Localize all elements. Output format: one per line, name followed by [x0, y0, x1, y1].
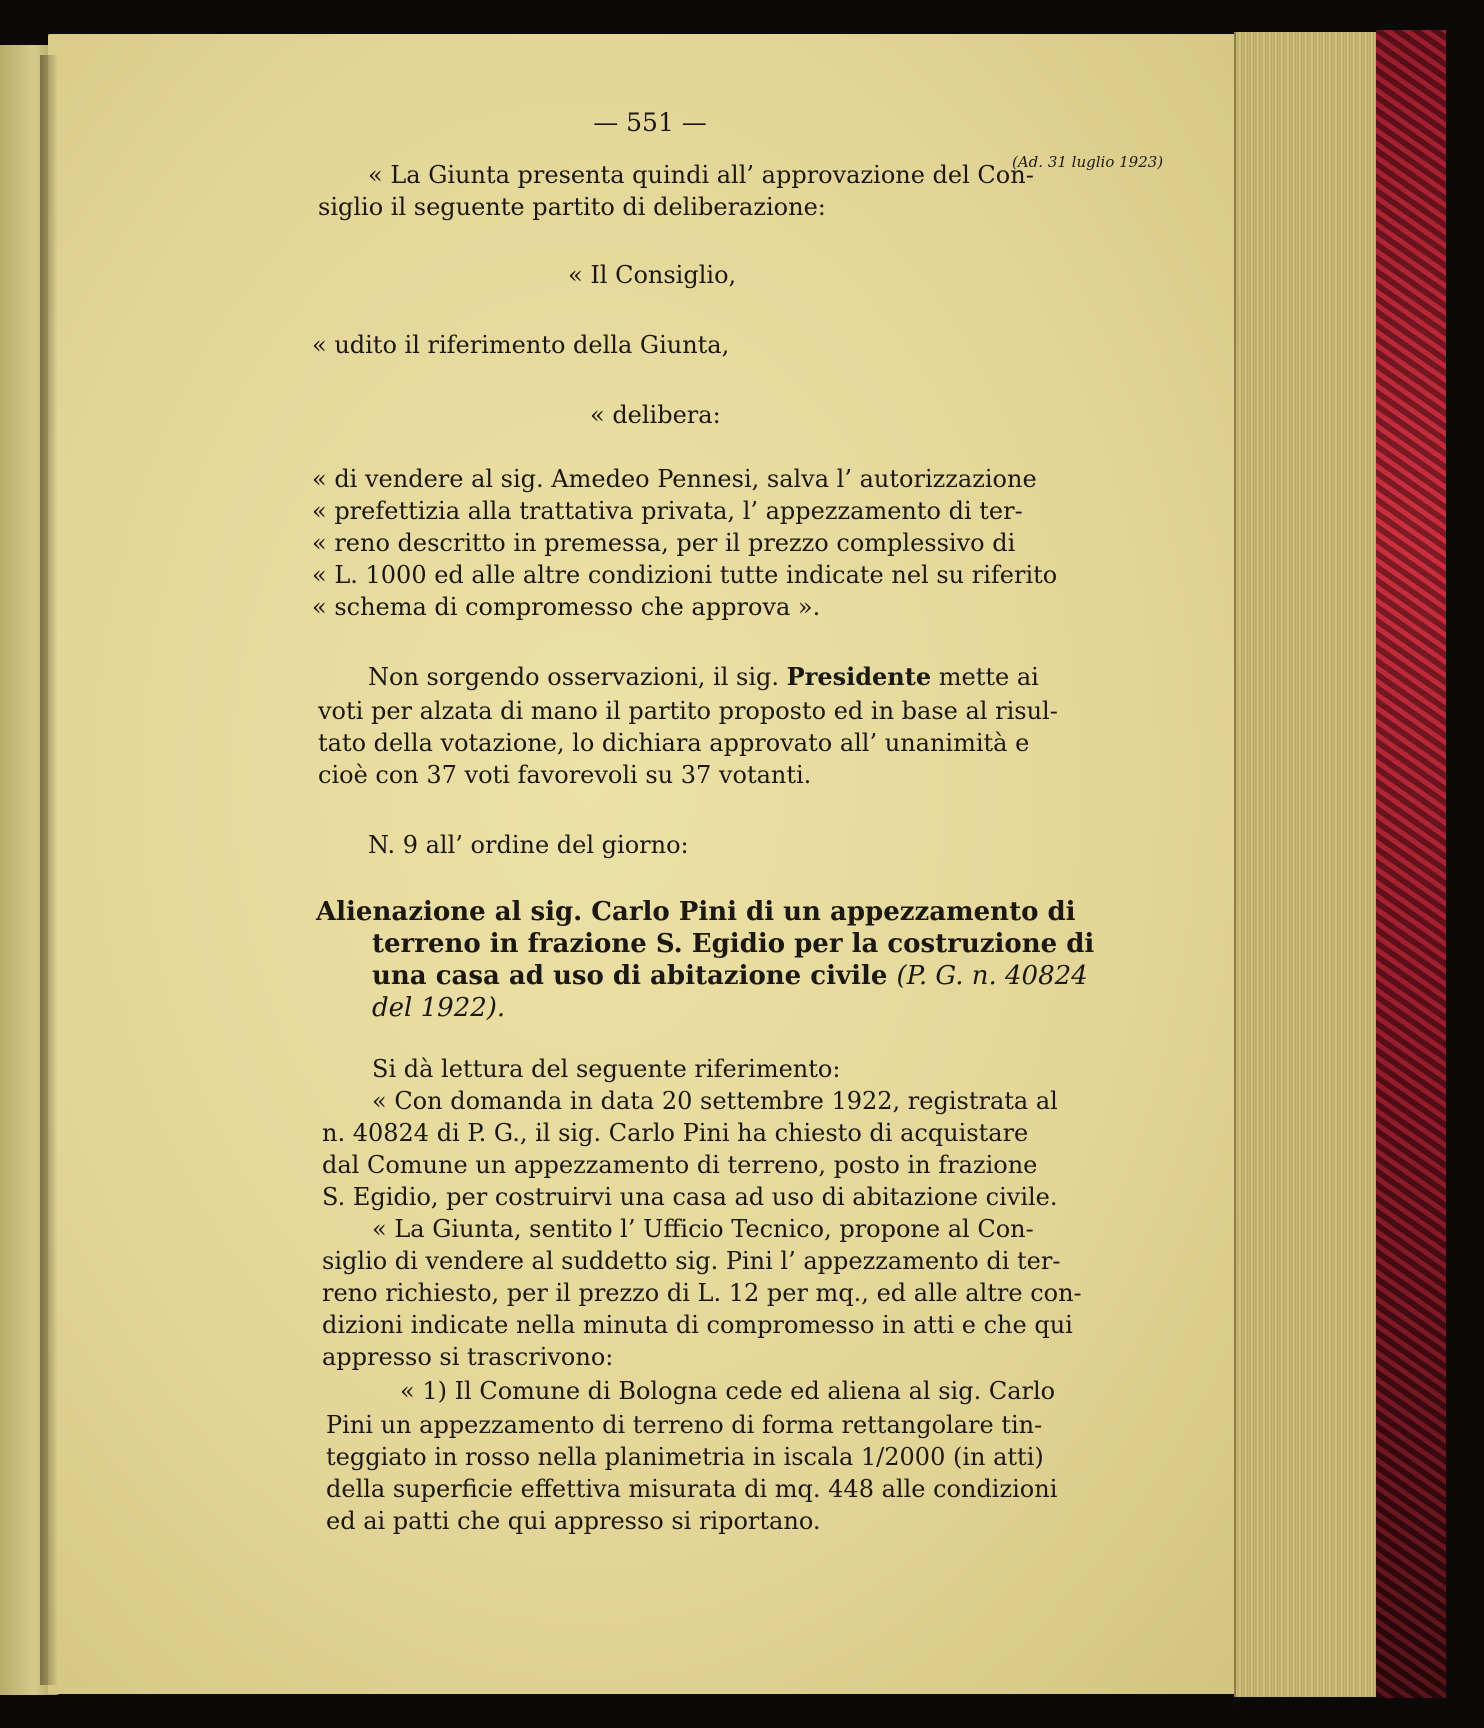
section-heading-line: terreno in frazione S. Egidio per la costruzione di [372, 929, 1095, 959]
text-line: « udito il riferimento della Giunta, [312, 331, 730, 359]
text-line: « La Giunta, sentito l’ Ufficio Tecnico, propone al Con- [372, 1215, 1034, 1243]
text-line: « La Giunta presenta quindi all’ approvazione del Con- [368, 161, 1034, 189]
section-heading-line [372, 960, 1088, 992]
agenda-item: N. 9 all’ ordine del giorno: [368, 831, 689, 859]
text-line: teggiato in rosso nella planimetria in iscala 1/2000 (in atti) [326, 1443, 1044, 1471]
vote-line [368, 662, 1039, 692]
text-line: « L. 1000 ed alle altre condizioni tutte indicate nel su riferito [312, 561, 1058, 589]
text-line: « Con domanda in data 20 settembre 1922, registrata al [372, 1087, 1058, 1115]
text-line: tato della votazione, lo dichiara approvato all’ unanimità e [318, 729, 1030, 757]
text-line: appresso si trascrivono: [322, 1343, 614, 1371]
text-line: voti per alzata di mano il partito proposto ed in base al risul- [318, 697, 1058, 725]
text-line: « reno descritto in premessa, per il prezzo complessivo di [312, 529, 1016, 557]
page-stack-edges [1234, 32, 1388, 1697]
text-line: Si dà lettura del seguente riferimento: [372, 1055, 841, 1083]
text-line: S. Egidio, per costruirvi una casa ad uso di abitazione civile. [322, 1183, 1058, 1211]
text-line: siglio il seguente partito di deliberazione: [318, 193, 826, 221]
text-line: ed ai patti che qui appresso si riportano. [326, 1507, 821, 1535]
president-label: Presidente [786, 662, 932, 691]
text-line: Pini un appezzamento di terreno di forma rettangolare tin- [326, 1411, 1043, 1439]
text-line: dal Comune un appezzamento di terreno, posto in frazione [322, 1151, 1038, 1179]
text-line: reno richiesto, per il prezzo di L. 12 per mq., ed alle altre con- [322, 1279, 1082, 1307]
text-line: siglio di vendere al suddetto sig. Pini l’ appezzamento di ter- [322, 1247, 1061, 1275]
vote-intro-end: mette ai [938, 663, 1039, 691]
text-line: « 1) Il Comune di Bologna cede ed aliena al sig. Carlo [400, 1377, 1056, 1405]
text-line: dizioni indicate nella minuta di compromesso in atti e che qui [322, 1311, 1073, 1339]
protocol-ref-year: del 1922). [372, 993, 506, 1023]
page-gutter-shadow [40, 55, 58, 1685]
text-line: « di vendere al sig. Amedeo Pennesi, salva l’ autorizzazione [312, 465, 1037, 493]
text-line: « schema di compromesso che approva ». [312, 593, 821, 621]
text-line: « delibera: [590, 401, 721, 429]
text-line: n. 40824 di P. G., il sig. Carlo Pini ha chiesto di acquistare [322, 1119, 1029, 1147]
text-line: « prefettizia alla trattativa privata, l’ appezzamento di ter- [312, 497, 1023, 525]
text-line: « Il Consiglio, [568, 261, 737, 289]
section-heading-line: Alienazione al sig. Carlo Pini di un appezzamento di [316, 897, 1076, 927]
section-heading-line [372, 992, 505, 1024]
vote-intro: Non sorgendo osservazioni, il sig. [368, 663, 779, 691]
heading-text: una casa ad uso di abitazione civile [372, 961, 888, 991]
protocol-ref: (P. G. n. 40824 [896, 961, 1088, 991]
text-line: della superficie effettiva misurata di mq. 448 alle condizioni [326, 1475, 1058, 1503]
book-cover-edge [1376, 30, 1446, 1698]
page-number: — 551 — [593, 108, 707, 137]
margin-date-note: (Ad. 31 luglio 1923) [1012, 153, 1164, 171]
text-line: cioè con 37 voti favorevoli su 37 votanti. [318, 761, 812, 789]
